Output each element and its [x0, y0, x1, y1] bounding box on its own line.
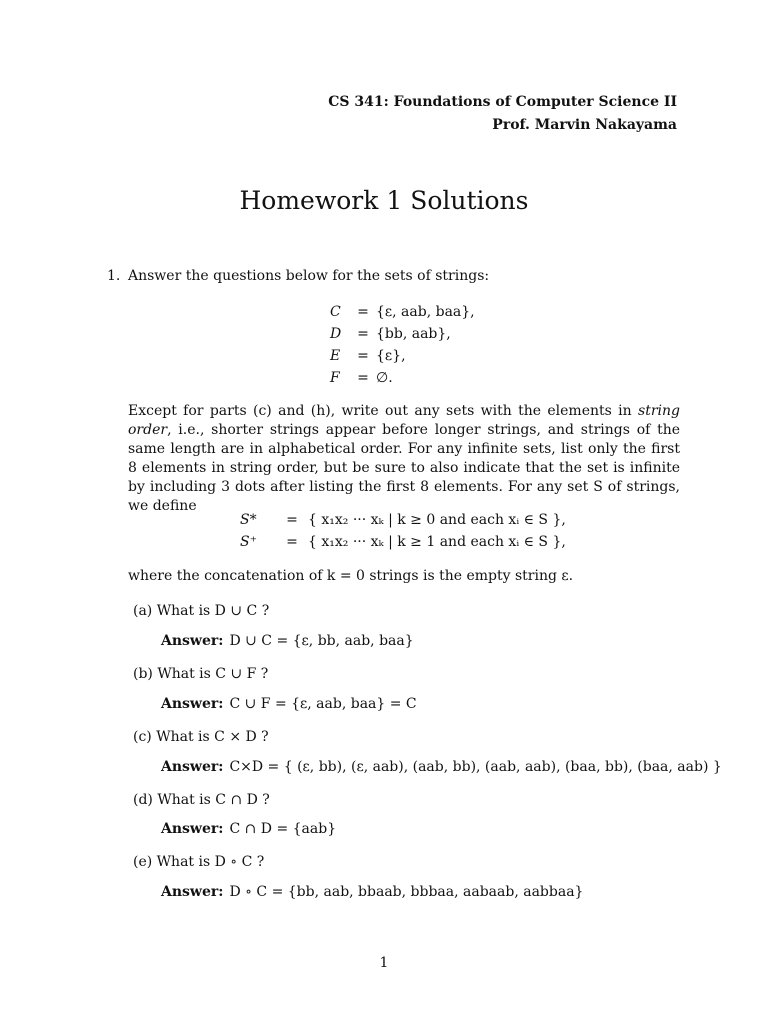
part-label: (e)	[133, 854, 153, 870]
definition-lhs: S*	[240, 512, 257, 528]
instructions-paragraph	[128, 402, 680, 516]
kleene-definitions	[240, 509, 566, 553]
part-answer	[161, 759, 722, 775]
paragraph-text: Except for parts (c) and (h), write out any sets with the elements in	[128, 403, 639, 419]
emphasis-term: string order	[128, 403, 680, 438]
concatenation-note: where the concatenation of k = 0 strings is the empty string ε.	[128, 568, 574, 584]
problem-intro: Answer the questions below for the sets of strings:	[128, 268, 490, 284]
definition-rhs: { x₁x₂ ··· xₖ | k ≥ 0 and each xᵢ ∈ S },	[308, 512, 566, 528]
part-label: (b)	[133, 666, 153, 682]
set-row	[330, 367, 475, 389]
part-question	[133, 666, 268, 682]
answer-label: Answer:	[161, 633, 224, 649]
set-value: {ε},	[376, 348, 406, 364]
question-text: What is D ∘ C ?	[156, 854, 265, 870]
set-name: F	[330, 370, 340, 386]
set-name: C	[330, 304, 341, 320]
problem-number: 1.	[107, 268, 121, 284]
answer-label: Answer:	[161, 696, 224, 712]
part-question	[133, 603, 269, 619]
answer-text: C ∪ F = {ε, aab, baa} = C	[229, 696, 417, 712]
answer-text: C ∩ D = {aab}	[229, 821, 337, 837]
question-text: What is C ∪ F ?	[157, 666, 269, 682]
equals-sign: =	[357, 370, 369, 386]
equals-sign: =	[286, 512, 298, 528]
question-text: What is C ∩ D ?	[157, 792, 270, 808]
equals-sign: =	[286, 534, 298, 550]
set-value: ∅.	[376, 370, 393, 386]
part-label: (c)	[133, 729, 152, 745]
part-answer	[161, 821, 336, 837]
definition-lhs: S⁺	[240, 534, 257, 550]
answer-label: Answer:	[161, 759, 224, 775]
part-question	[133, 729, 269, 745]
course-title: CS 341: Foundations of Computer Science II	[328, 94, 677, 110]
page-number: 1	[379, 955, 389, 971]
question-text: What is C × D ?	[156, 729, 269, 745]
part-answer	[161, 633, 414, 649]
set-definitions	[330, 301, 475, 389]
part-label: (d)	[133, 792, 153, 808]
question-text: What is D ∪ C ?	[156, 603, 270, 619]
page-title: Homework 1 Solutions	[239, 186, 529, 215]
equals-sign: =	[357, 326, 369, 342]
definition-row	[240, 509, 566, 531]
answer-text: D ∪ C = {ε, bb, aab, baa}	[229, 633, 414, 649]
answer-text: C×D = { (ε, bb), (ε, aab), (aab, bb), (aab, aab), (baa, bb), (baa, aab) }	[229, 759, 722, 775]
set-name: E	[330, 348, 341, 364]
part-question	[133, 792, 270, 808]
answer-text: D ∘ C = {bb, aab, bbaab, bbbaa, aabaab, aabbaa}	[229, 884, 584, 900]
definition-rhs: { x₁x₂ ··· xₖ | k ≥ 1 and each xᵢ ∈ S },	[308, 534, 566, 550]
instructor-name: Prof. Marvin Nakayama	[492, 117, 677, 133]
part-label: (a)	[133, 603, 153, 619]
set-row	[330, 301, 475, 323]
equals-sign: =	[357, 304, 369, 320]
part-answer	[161, 884, 583, 900]
answer-label: Answer:	[161, 821, 224, 837]
definition-row	[240, 531, 566, 553]
part-question	[133, 854, 264, 870]
paragraph-text: , i.e., shorter strings appear before longer strings, and strings of the same length are in alphabetical order. For any infinite sets, list only the first 8 elements in string order, but be sure to also indicate that the set is infinite by including 3 dots after listing the first 8 elements. For any set S of strings, we define	[128, 422, 680, 514]
part-answer	[161, 696, 417, 712]
set-value: {bb, aab},	[376, 326, 451, 342]
set-row	[330, 345, 475, 367]
set-name: D	[330, 326, 342, 342]
set-value: {ε, aab, baa},	[376, 304, 475, 320]
answer-label: Answer:	[161, 884, 224, 900]
equals-sign: =	[357, 348, 369, 364]
set-row	[330, 323, 475, 345]
